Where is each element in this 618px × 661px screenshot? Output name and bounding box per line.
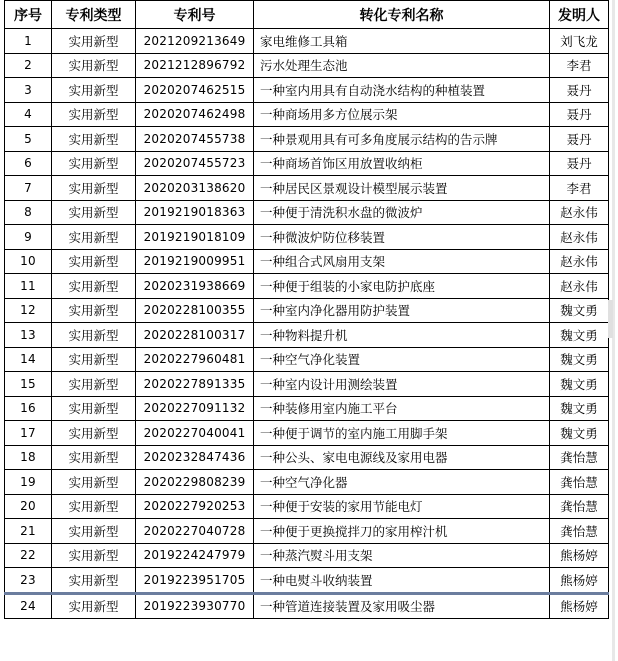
row-index: 1: [5, 29, 52, 54]
row-index: 24: [5, 593, 52, 619]
row-inventor: 李君: [550, 53, 609, 78]
row-patent-name: 一种商场用多方位展示架: [254, 102, 550, 127]
header-number: 专利号: [136, 1, 254, 29]
row-inventor: 熊杨婷: [550, 568, 609, 594]
row-patent-name: 一种便于组装的小家电防护底座: [254, 274, 550, 299]
header-type: 专利类型: [52, 1, 136, 29]
row-inventor: 龚怡慧: [550, 519, 609, 544]
row-index: 21: [5, 519, 52, 544]
row-type: 实用新型: [52, 323, 136, 348]
row-patent-name: 一种室内设计用测绘装置: [254, 372, 550, 397]
row-type: 实用新型: [52, 421, 136, 446]
row-index: 7: [5, 176, 52, 201]
row-patent-number: 2019224247979: [136, 543, 254, 568]
header-row: [5, 1, 609, 29]
row-inventor: 聂丹: [550, 102, 609, 127]
row-patent-name: 一种管道连接装置及家用吸尘器: [254, 593, 550, 619]
table-row: [5, 568, 609, 594]
row-inventor: 魏文勇: [550, 396, 609, 421]
row-type: 实用新型: [52, 29, 136, 54]
row-patent-number: 2020227920253: [136, 494, 254, 519]
row-patent-name: 一种室内用具有自动浇水结构的种植装置: [254, 78, 550, 103]
row-patent-number: 2019223930770: [136, 593, 254, 619]
row-patent-number: 2019223951705: [136, 568, 254, 594]
row-type: 实用新型: [52, 396, 136, 421]
table-row: [5, 200, 609, 225]
table-row: [5, 225, 609, 250]
row-index: 15: [5, 372, 52, 397]
row-type: 实用新型: [52, 274, 136, 299]
row-type: 实用新型: [52, 593, 136, 619]
row-inventor: 赵永伟: [550, 200, 609, 225]
table-row: [5, 593, 609, 619]
row-patent-name: 家电维修工具箱: [254, 29, 550, 54]
row-patent-number: 2019219009951: [136, 249, 254, 274]
row-patent-name: 一种便于安装的家用节能电灯: [254, 494, 550, 519]
row-patent-name: 一种组合式风扇用支架: [254, 249, 550, 274]
table-row: [5, 29, 609, 54]
row-type: 实用新型: [52, 151, 136, 176]
row-patent-number: 2019219018109: [136, 225, 254, 250]
row-patent-number: 2020232847436: [136, 445, 254, 470]
row-type: 实用新型: [52, 102, 136, 127]
table-row: [5, 445, 609, 470]
row-type: 实用新型: [52, 494, 136, 519]
table-row: [5, 249, 609, 274]
row-type: 实用新型: [52, 445, 136, 470]
table-row: [5, 421, 609, 446]
row-patent-number: 2020231938669: [136, 274, 254, 299]
row-patent-number: 2019219018363: [136, 200, 254, 225]
row-inventor: 赵永伟: [550, 225, 609, 250]
table-row: [5, 53, 609, 78]
header-index: 序号: [5, 1, 52, 29]
table-row: [5, 102, 609, 127]
row-inventor: 龚怡慧: [550, 470, 609, 495]
header-name: 转化专利名称: [254, 1, 550, 29]
row-patent-number: 2020203138620: [136, 176, 254, 201]
table-row: [5, 274, 609, 299]
row-inventor: 魏文勇: [550, 323, 609, 348]
row-inventor: 魏文勇: [550, 421, 609, 446]
row-patent-name: 一种蒸汽熨斗用支架: [254, 543, 550, 568]
row-inventor: 赵永伟: [550, 249, 609, 274]
header-inventor: 发明人: [550, 1, 609, 29]
row-patent-name: 一种空气净化器: [254, 470, 550, 495]
row-index: 5: [5, 127, 52, 152]
row-index: 16: [5, 396, 52, 421]
table-row: [5, 372, 609, 397]
row-inventor: 聂丹: [550, 127, 609, 152]
row-inventor: 聂丹: [550, 78, 609, 103]
row-patent-number: 2020227960481: [136, 347, 254, 372]
row-patent-name: 一种便于更换搅拌刀的家用榨汁机: [254, 519, 550, 544]
table-row: [5, 347, 609, 372]
row-type: 实用新型: [52, 543, 136, 568]
row-patent-number: 2020227891335: [136, 372, 254, 397]
row-inventor: 龚怡慧: [550, 445, 609, 470]
table-row: [5, 494, 609, 519]
row-patent-number: 2020207462498: [136, 102, 254, 127]
row-patent-name: 一种便于调节的室内施工用脚手架: [254, 421, 550, 446]
row-inventor: 聂丹: [550, 151, 609, 176]
table-header: [5, 1, 609, 29]
row-patent-name: 一种室内净化器用防护装置: [254, 298, 550, 323]
row-index: 19: [5, 470, 52, 495]
edge-marker: [608, 300, 613, 338]
row-index: 3: [5, 78, 52, 103]
row-index: 2: [5, 53, 52, 78]
row-patent-number: 2020207462515: [136, 78, 254, 103]
row-index: 23: [5, 568, 52, 594]
row-index: 11: [5, 274, 52, 299]
row-patent-name: 一种便于清洗积水盘的微波炉: [254, 200, 550, 225]
row-patent-name: 一种空气净化装置: [254, 347, 550, 372]
row-inventor: 李君: [550, 176, 609, 201]
row-index: 6: [5, 151, 52, 176]
row-index: 18: [5, 445, 52, 470]
table-row: [5, 176, 609, 201]
row-index: 4: [5, 102, 52, 127]
row-inventor: 魏文勇: [550, 347, 609, 372]
table-row: [5, 396, 609, 421]
row-type: 实用新型: [52, 519, 136, 544]
row-type: 实用新型: [52, 298, 136, 323]
row-patent-name: 一种电熨斗收纳装置: [254, 568, 550, 594]
table-row: [5, 470, 609, 495]
row-patent-name: 一种微波炉防位移装置: [254, 225, 550, 250]
row-type: 实用新型: [52, 53, 136, 78]
row-patent-name: 污水处理生态池: [254, 53, 550, 78]
row-type: 实用新型: [52, 176, 136, 201]
row-index: 17: [5, 421, 52, 446]
row-patent-name: 一种居民区景观设计模型展示装置: [254, 176, 550, 201]
row-index: 22: [5, 543, 52, 568]
row-index: 10: [5, 249, 52, 274]
row-patent-number: 2020228100317: [136, 323, 254, 348]
row-index: 14: [5, 347, 52, 372]
patent-table: [4, 0, 609, 619]
row-type: 实用新型: [52, 568, 136, 594]
row-patent-number: 2021209213649: [136, 29, 254, 54]
row-type: 实用新型: [52, 249, 136, 274]
row-patent-name: 一种景观用具有可多角度展示结构的告示牌: [254, 127, 550, 152]
row-patent-number: 2020207455723: [136, 151, 254, 176]
row-inventor: 赵永伟: [550, 274, 609, 299]
table-row: [5, 78, 609, 103]
row-index: 9: [5, 225, 52, 250]
row-patent-number: 2020228100355: [136, 298, 254, 323]
row-index: 8: [5, 200, 52, 225]
row-patent-number: 2020227040041: [136, 421, 254, 446]
row-type: 实用新型: [52, 200, 136, 225]
table-row: [5, 298, 609, 323]
row-patent-number: 2020227091132: [136, 396, 254, 421]
row-index: 12: [5, 298, 52, 323]
row-patent-number: 2020207455738: [136, 127, 254, 152]
row-index: 20: [5, 494, 52, 519]
row-type: 实用新型: [52, 225, 136, 250]
row-inventor: 魏文勇: [550, 372, 609, 397]
row-type: 实用新型: [52, 78, 136, 103]
table-row: [5, 543, 609, 568]
table-row: [5, 323, 609, 348]
row-type: 实用新型: [52, 372, 136, 397]
table-row: [5, 151, 609, 176]
row-index: 13: [5, 323, 52, 348]
row-patent-name: 一种物料提升机: [254, 323, 550, 348]
row-type: 实用新型: [52, 347, 136, 372]
row-inventor: 龚怡慧: [550, 494, 609, 519]
row-inventor: 刘飞龙: [550, 29, 609, 54]
row-patent-number: 2020227040728: [136, 519, 254, 544]
patent-table-frame: [4, 0, 608, 619]
table-row: [5, 127, 609, 152]
row-patent-name: 一种装修用室内施工平台: [254, 396, 550, 421]
row-patent-name: 一种商场首饰区用放置收纳柜: [254, 151, 550, 176]
table-body: [5, 29, 609, 619]
row-inventor: 熊杨婷: [550, 543, 609, 568]
table-row: [5, 519, 609, 544]
row-patent-number: 2021212896792: [136, 53, 254, 78]
row-patent-number: 2020229808239: [136, 470, 254, 495]
row-inventor: 魏文勇: [550, 298, 609, 323]
row-patent-name: 一种公头、家电电源线及家用电器: [254, 445, 550, 470]
row-type: 实用新型: [52, 127, 136, 152]
row-type: 实用新型: [52, 470, 136, 495]
row-inventor: 熊杨婷: [550, 593, 609, 619]
